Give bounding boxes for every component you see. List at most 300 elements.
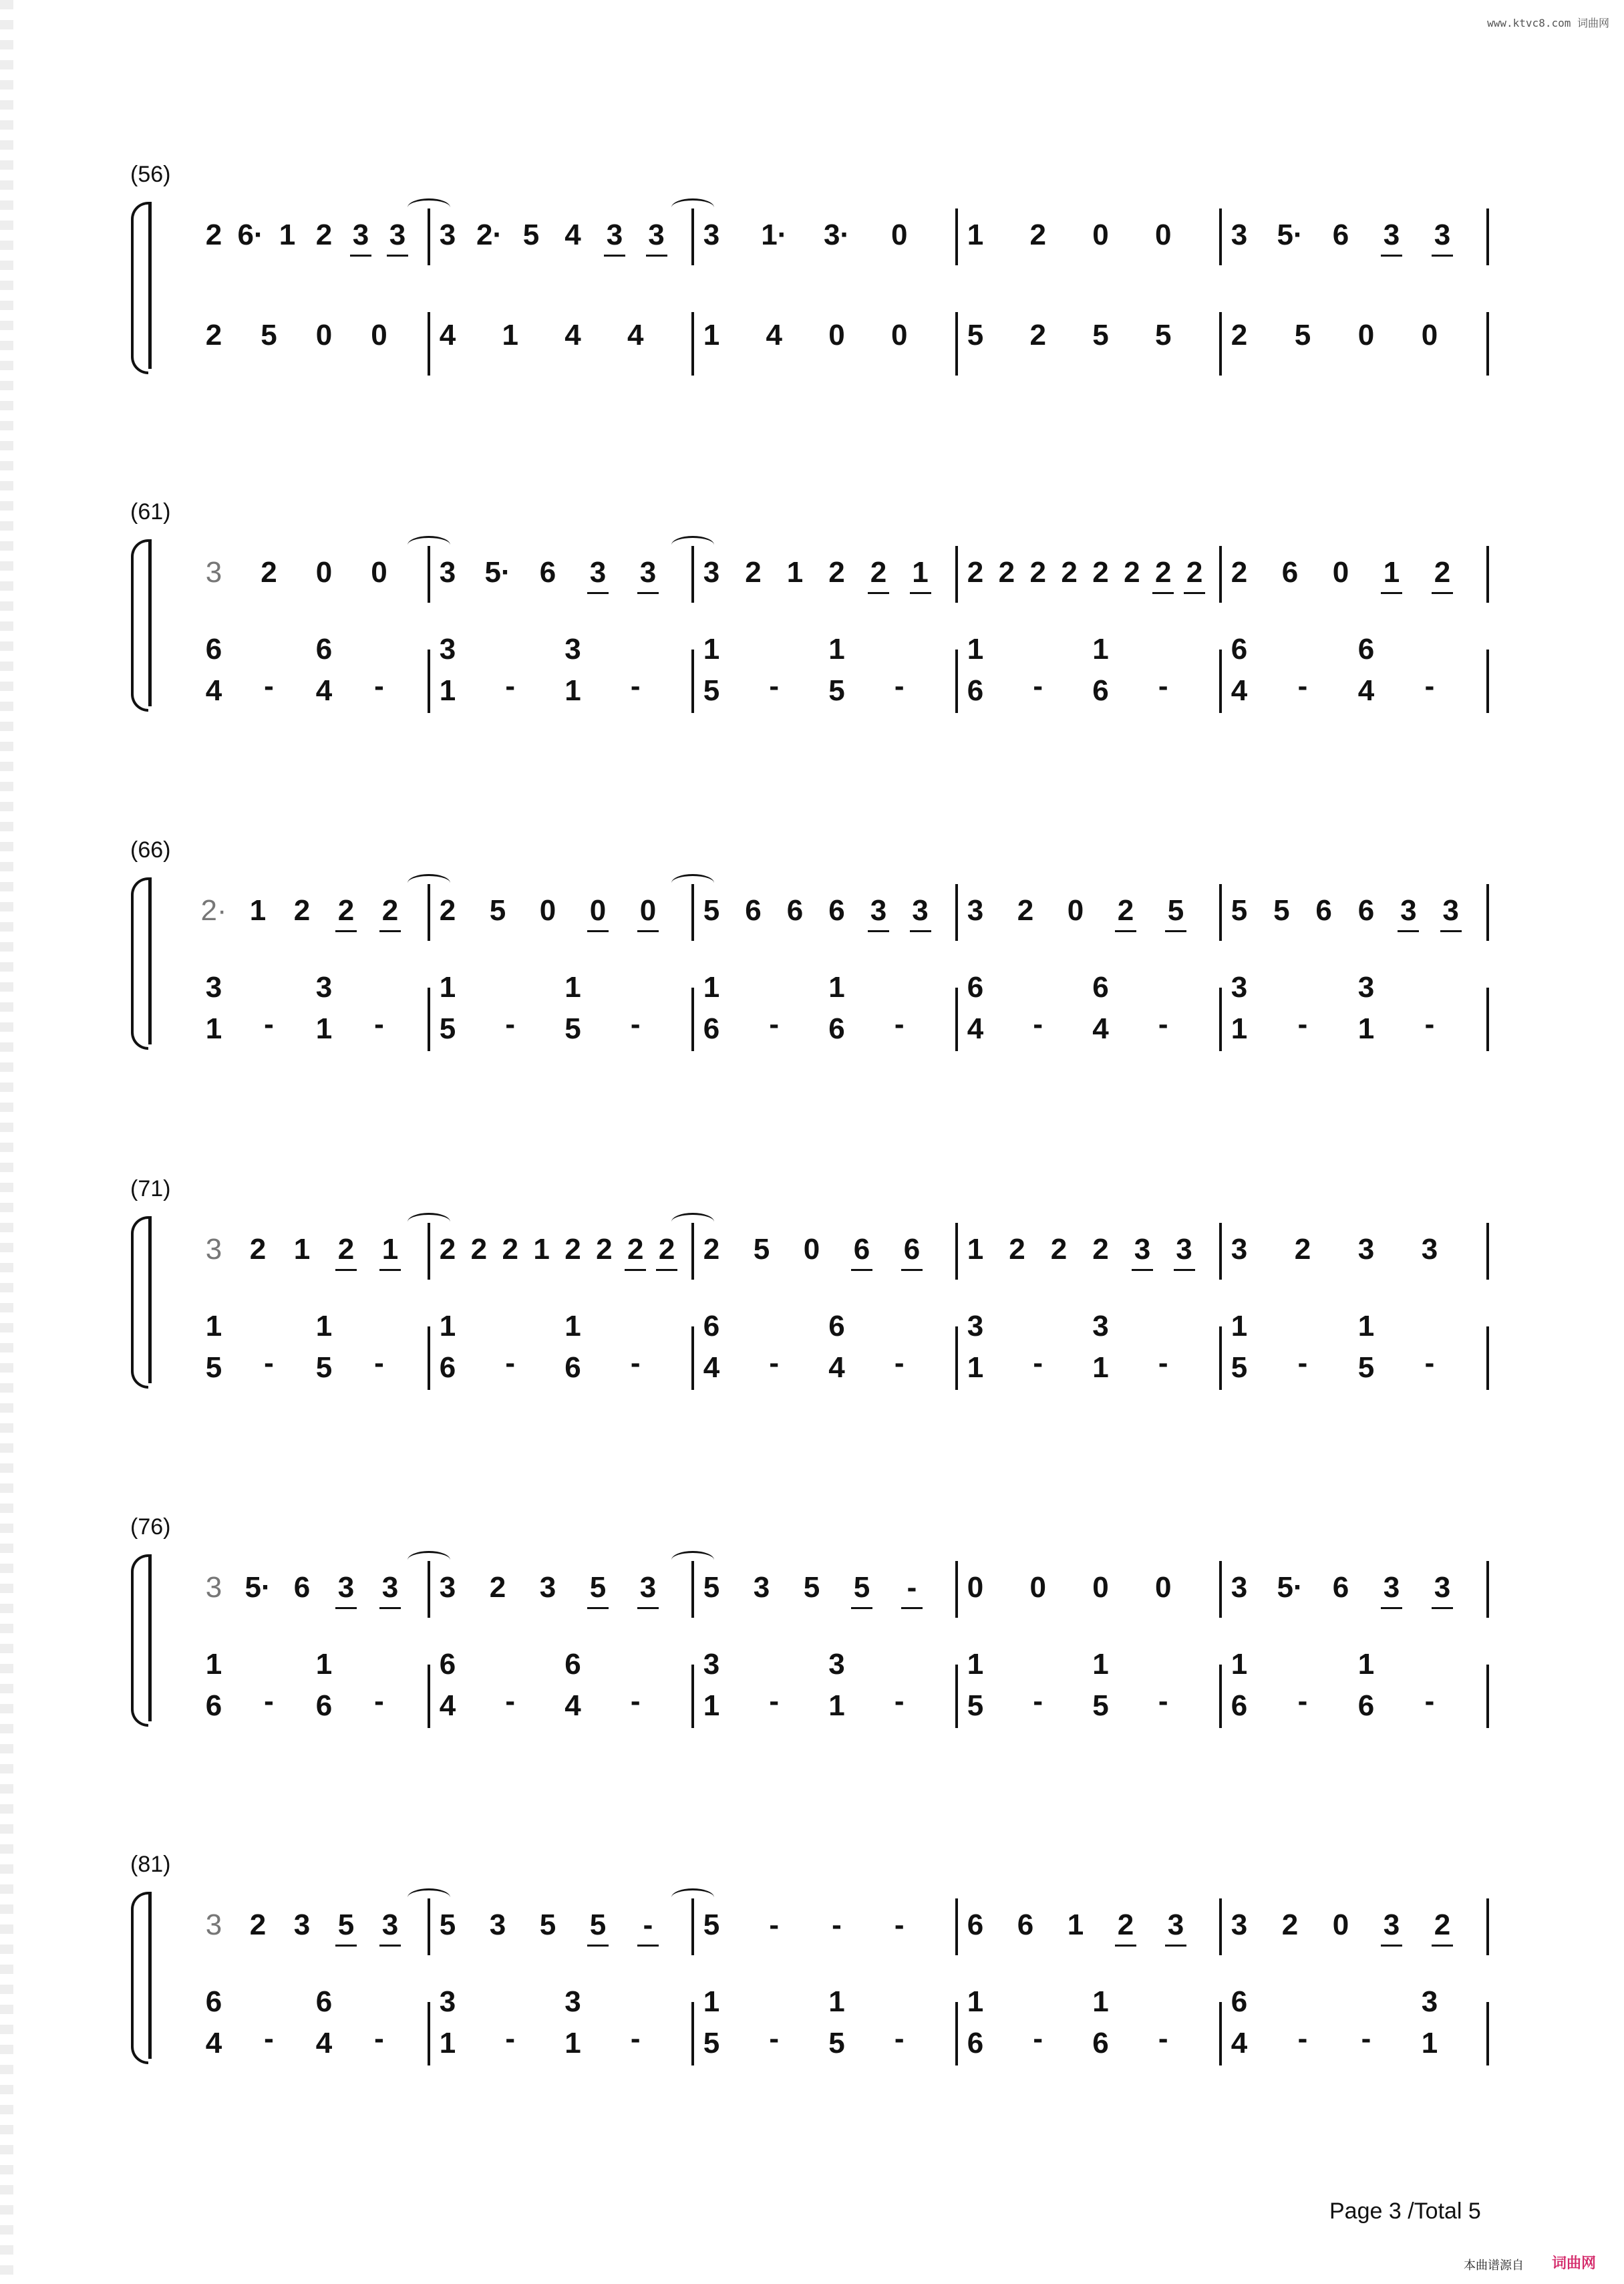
melody-note: 5 [1231, 894, 1248, 927]
melody-note: 2 [1092, 556, 1109, 589]
melody-note: 6 [1017, 1908, 1034, 1941]
melody-note: 5 [1162, 891, 1189, 931]
chord-note: 6 [205, 633, 222, 666]
melody-note: 6· [237, 219, 264, 251]
melody-note: 5 [585, 1905, 611, 1945]
melody-note: 3 [1231, 1233, 1248, 1266]
chord-note: 5 [1231, 1351, 1248, 1384]
melody-note: 3 [1129, 1230, 1156, 1270]
sustain-dash: - [374, 670, 384, 702]
measure-number: (76) [130, 1514, 171, 1540]
melody-note: 3 [293, 1908, 311, 1941]
chord-note: 1 [564, 1310, 581, 1342]
chord-note: 3 [315, 971, 333, 1004]
melody-note: 2 [596, 1233, 613, 1266]
bar-line [1219, 650, 1222, 713]
chord-note: 1 [1092, 1985, 1109, 2018]
chord-note: 4 [1092, 1012, 1109, 1045]
sustain-dash: - [1033, 1346, 1043, 1379]
system-start-line [148, 1216, 152, 1383]
chord-note: 1 [967, 1351, 984, 1384]
tie-arc [671, 1888, 714, 1906]
melody-note: 3 [205, 1908, 222, 1941]
melody-note: 3 [333, 1568, 359, 1608]
bar-line [691, 1665, 694, 1728]
chord-note: 1 [828, 633, 845, 666]
bar-line [691, 1223, 694, 1280]
chord-note: 6 [967, 674, 984, 707]
chord-note: 5 [205, 1351, 222, 1384]
bar-line [1219, 2002, 1222, 2065]
chord-note: 3 [703, 1648, 720, 1681]
sustain-dash: - [264, 1008, 274, 1040]
melody-note: 2 [249, 1908, 267, 1941]
chord-note: 6 [315, 1689, 333, 1722]
chord-note: 5 [1357, 1351, 1375, 1384]
chord-note: 3 [1421, 1985, 1438, 2018]
melody-note: 2 [1029, 219, 1046, 251]
bar-line [1219, 546, 1222, 603]
melody-note: 2 [865, 553, 892, 593]
melody-note: 3 [1421, 1233, 1438, 1266]
melody-note: 3 [1429, 215, 1456, 255]
sustain-dash: - [1033, 2022, 1043, 2055]
melody-note: 3 [377, 1568, 403, 1608]
system-brace [131, 1554, 148, 1727]
bar-line [691, 1326, 694, 1390]
tie-arc [671, 536, 714, 554]
chord-note: 1 [1231, 1310, 1248, 1342]
bar-line [691, 2002, 694, 2065]
melody-note: 3 [1429, 1568, 1456, 1608]
melody-note: 2 [333, 891, 359, 931]
melody-note: 6 [539, 556, 556, 589]
sustain-dash: - [264, 670, 274, 702]
measure-number: (56) [130, 162, 171, 187]
chord-note: 1 [703, 1689, 720, 1722]
melody-note: 2 [1112, 891, 1139, 931]
melody-note: 6 [786, 894, 804, 927]
melody-note: 3 [1395, 891, 1422, 931]
melody-note: 2 [653, 1230, 680, 1270]
bar-line [955, 650, 958, 713]
sustain-dash: - [1424, 1008, 1435, 1040]
bar-line [428, 312, 430, 376]
melody-note: 5 [522, 219, 540, 251]
melody-note: 0 [371, 556, 387, 589]
melody-note: 6 [1332, 1571, 1349, 1604]
bass-note: 2 [1029, 319, 1046, 351]
chord-note: 6 [1092, 2027, 1109, 2059]
chord-note: 6 [1357, 1689, 1375, 1722]
bar-line [1486, 1561, 1489, 1618]
sustain-dash: - [1424, 670, 1435, 702]
chord-note: 6 [1231, 633, 1248, 666]
chord-note: 4 [205, 2027, 222, 2059]
melody-note: 2 [439, 894, 456, 927]
melody-note: 5 [703, 894, 720, 927]
melody-note: 3 [1231, 1908, 1248, 1941]
melody-note: 3 [865, 891, 892, 931]
chord-note: 1 [1357, 1648, 1375, 1681]
melody-note: 3· [823, 219, 850, 251]
sustain-dash: - [1033, 670, 1043, 702]
melody-note: 2 [967, 556, 984, 589]
tie-arc [671, 1213, 714, 1231]
melody-note: 2 [489, 1571, 506, 1604]
melody-note: 2 [293, 894, 311, 927]
melody-note: 0 [967, 1571, 984, 1604]
melody-note: 4 [564, 219, 581, 251]
sustain-dash: - [505, 670, 516, 702]
melody-note: 5 [539, 1908, 556, 1941]
sustain-dash: - [374, 1346, 384, 1379]
melody-note: - [894, 1908, 905, 1941]
bar-line [955, 1665, 958, 1728]
measure-number: (71) [130, 1176, 171, 1201]
chord-note: 6 [315, 633, 333, 666]
chord-note: 3 [205, 971, 222, 1004]
bar-line [1219, 1898, 1222, 1955]
bar-line [955, 988, 958, 1051]
sustain-dash: - [1033, 1008, 1043, 1040]
melody-note: 1· [761, 219, 788, 251]
melody-note: 5 [333, 1905, 359, 1945]
chord-note: 5 [315, 1351, 333, 1384]
sustain-dash: - [505, 2022, 516, 2055]
bar-line [1486, 884, 1489, 941]
melody-note: 0 [539, 894, 556, 927]
melody-note: 2 [249, 1233, 267, 1266]
melody-note: 6 [1281, 556, 1299, 589]
bar-line [428, 1326, 430, 1390]
bass-note: 1 [703, 319, 720, 351]
melody-note: 3 [753, 1571, 770, 1604]
bass-note: 4 [564, 319, 581, 351]
sustain-dash: - [1158, 670, 1168, 702]
melody-note: 2 [377, 891, 403, 931]
chord-note: 6 [315, 1985, 333, 2018]
chord-note: 5 [564, 1012, 581, 1045]
system-brace [131, 877, 148, 1050]
bass-note: 5 [1294, 319, 1311, 351]
chord-note: 1 [1231, 1648, 1248, 1681]
melody-note: 2 [205, 219, 222, 251]
melody-note: 3 [703, 219, 720, 251]
bass-note: 1 [502, 319, 518, 351]
melody-note: 5 [703, 1908, 720, 1941]
measure-number: (81) [130, 1852, 171, 1877]
melody-note: 3 [585, 553, 611, 593]
melody-note: 3 [635, 553, 661, 593]
bar-line [955, 1898, 958, 1955]
chord-note: 6 [564, 1648, 581, 1681]
melody-note: 5 [753, 1233, 770, 1266]
sustain-dash: - [374, 2022, 384, 2055]
melody-note: 2 [703, 1233, 720, 1266]
chord-note: 1 [703, 633, 720, 666]
melody-note: 0 [1332, 1908, 1349, 1941]
melody-note: 3 [384, 215, 411, 255]
melody-note: 1 [279, 219, 296, 251]
bar-line [428, 546, 430, 603]
site-logo: 词曲网 [1551, 2255, 1596, 2271]
melody-note: 2 [998, 556, 1015, 589]
melody-note: 3 [439, 1571, 456, 1604]
melody-note: 3 [205, 556, 222, 589]
chord-note: 4 [1231, 2027, 1248, 2059]
sustain-dash: - [1158, 1685, 1168, 1717]
melody-note: 2 [1124, 556, 1140, 589]
bar-line [955, 2002, 958, 2065]
bar-line [1486, 650, 1489, 713]
bar-line [691, 312, 694, 376]
chord-note: 1 [1421, 2027, 1438, 2059]
system-start-line [148, 539, 152, 706]
melody-note: 2 [333, 1230, 359, 1270]
chord-note: 6 [1092, 971, 1109, 1004]
melody-note: 2 [315, 219, 333, 251]
bar-line [955, 1223, 958, 1280]
page-indicator: Page 3 /Total 5 [1329, 2198, 1481, 2224]
melody-note: 5 [703, 1571, 720, 1604]
melody-note: 0 [803, 1233, 820, 1266]
chord-note: 6 [1357, 633, 1375, 666]
melody-note: 3 [377, 1905, 403, 1945]
chord-note: 6 [439, 1351, 456, 1384]
chord-note: 1 [205, 1012, 222, 1045]
bass-note: 0 [891, 319, 908, 351]
bar-line [1219, 1326, 1222, 1390]
melody-note: 6 [1332, 219, 1349, 251]
bar-line [955, 1561, 958, 1618]
chord-note: 1 [828, 971, 845, 1004]
sustain-dash: - [1424, 1685, 1435, 1717]
chord-note: 6 [564, 1351, 581, 1384]
system-start-line [148, 1892, 152, 2059]
melody-note: 3 [439, 556, 456, 589]
melody-note: 1 [533, 1233, 550, 1266]
chord-note: 6 [967, 2027, 984, 2059]
melody-note: 3 [1438, 891, 1464, 931]
chord-note: 5 [828, 2027, 845, 2059]
system-start-line [148, 877, 152, 1044]
bar-line [428, 884, 430, 941]
melody-note: 0 [1092, 219, 1109, 251]
melody-note: 0 [1332, 556, 1349, 589]
melody-note: 5 [585, 1568, 611, 1608]
melody-note: 3 [967, 894, 984, 927]
chord-note: 5 [828, 674, 845, 707]
melody-note: 1 [967, 219, 984, 251]
tie-arc [408, 1213, 450, 1231]
melody-note: - [832, 1908, 842, 1941]
melody-note: 3 [347, 215, 374, 255]
system-start-line [148, 1554, 152, 1721]
sustain-dash: - [1297, 1346, 1308, 1379]
bar-line [691, 1898, 694, 1955]
system-brace [131, 1216, 148, 1389]
melody-note: 2 [1017, 894, 1034, 927]
chord-note: 6 [828, 1012, 845, 1045]
bar-line [428, 2002, 430, 2065]
chord-note: 6 [439, 1648, 456, 1681]
chord-note: 4 [439, 1689, 456, 1722]
bass-note: 2 [1231, 319, 1248, 351]
chord-note: 4 [1231, 674, 1248, 707]
chord-note: 5 [967, 1689, 984, 1722]
melody-note: 3 [1357, 1233, 1375, 1266]
bass-note: 5 [967, 319, 984, 351]
sustain-dash: - [630, 1346, 641, 1379]
chord-note: 4 [703, 1351, 720, 1384]
tie-arc [408, 874, 450, 892]
bass-note: 5 [1155, 319, 1172, 351]
chord-note: 5 [703, 2027, 720, 2059]
melody-note: 6 [899, 1230, 925, 1270]
melody-note: 5· [484, 556, 511, 589]
melody-note: 1 [1067, 1908, 1084, 1941]
melody-note: 2 [1112, 1905, 1139, 1945]
bar-line [1486, 1898, 1489, 1955]
chord-note: 6 [828, 1310, 845, 1342]
bar-line [955, 884, 958, 941]
chord-note: 1 [703, 971, 720, 1004]
bar-line [1219, 1223, 1222, 1280]
melody-note: 1 [377, 1230, 403, 1270]
tie-arc [408, 536, 450, 554]
melody-note: 5· [1277, 1571, 1303, 1604]
sustain-dash: - [505, 1346, 516, 1379]
bass-note: 4 [627, 319, 644, 351]
melody-note: 1 [1378, 553, 1405, 593]
bar-line [691, 1561, 694, 1618]
melody-note: 1 [293, 1233, 311, 1266]
chord-note: 4 [967, 1012, 984, 1045]
melody-note: 1 [249, 894, 267, 927]
chord-note: 1 [205, 1648, 222, 1681]
bass-note: 0 [371, 319, 387, 351]
chord-note: 1 [1357, 1310, 1375, 1342]
melody-note: 2 [1009, 1233, 1025, 1266]
melody-note: 6 [1315, 894, 1332, 927]
chord-note: 1 [828, 1985, 845, 2018]
tie-arc [671, 874, 714, 892]
sustain-dash: - [769, 1346, 780, 1379]
bar-line [955, 1326, 958, 1390]
melody-note: 0 [1155, 1571, 1172, 1604]
chord-note: 6 [703, 1012, 720, 1045]
chord-note: 4 [564, 1689, 581, 1722]
melody-note: 3 [205, 1233, 222, 1266]
chord-note: 1 [967, 633, 984, 666]
melody-note: 3 [643, 215, 670, 255]
melody-note: 2 [261, 556, 277, 589]
melody-note: 3 [907, 891, 934, 931]
melody-note: 5· [1277, 219, 1303, 251]
chord-note: 5 [439, 1012, 456, 1045]
melody-note: 3 [1171, 1230, 1198, 1270]
melody-note: 0 [1029, 1571, 1046, 1604]
chord-note: 4 [828, 1351, 845, 1384]
melody-note: 3 [489, 1908, 506, 1941]
chord-note: 1 [439, 674, 456, 707]
melody-note: 3 [1231, 1571, 1248, 1604]
tie-arc [408, 1888, 450, 1906]
chord-note: 5 [1092, 1689, 1109, 1722]
bar-line [1486, 1326, 1489, 1390]
sustain-dash: - [264, 1346, 274, 1379]
chord-note: 3 [439, 1985, 456, 2018]
melody-note: 6 [745, 894, 762, 927]
bar-line [428, 1898, 430, 1955]
melody-note: 2 [564, 1233, 581, 1266]
melody-note: 2 [1429, 553, 1456, 593]
melody-note: - [899, 1568, 925, 1608]
melody-note: 5 [1273, 894, 1290, 927]
melody-note: 6 [967, 1908, 984, 1941]
melody-note: 3 [439, 219, 456, 251]
melody-note: 2 [1061, 556, 1078, 589]
melody-note: 2 [1281, 1908, 1299, 1941]
sustain-dash: - [374, 1008, 384, 1040]
chord-note: 6 [1231, 1985, 1248, 2018]
melody-note: 6 [1357, 894, 1375, 927]
bar-line [1486, 1223, 1489, 1280]
sustain-dash: - [894, 2022, 905, 2055]
bass-note: 5 [261, 319, 277, 351]
chord-note: 1 [439, 2027, 456, 2059]
melody-note: 2 [828, 556, 845, 589]
bar-line [691, 546, 694, 603]
bass-note: 5 [1092, 319, 1109, 351]
bass-note: 0 [1357, 319, 1375, 351]
chord-note: 1 [315, 1310, 333, 1342]
melody-note: 0 [891, 219, 908, 251]
melody-note: 3 [601, 215, 628, 255]
sustain-dash: - [1297, 1685, 1308, 1717]
bar-line [428, 988, 430, 1051]
chord-note: 3 [564, 1985, 581, 2018]
chord-note: 1 [967, 1985, 984, 2018]
bass-note: 4 [766, 319, 782, 351]
bar-line [1219, 988, 1222, 1051]
melody-note: 3 [635, 1568, 661, 1608]
chord-note: 1 [967, 1648, 984, 1681]
bar-line [1486, 2002, 1489, 2065]
chord-note: 1 [564, 674, 581, 707]
measure-number: (61) [130, 499, 171, 525]
sustain-dash: - [1158, 1008, 1168, 1040]
chord-note: 3 [1357, 971, 1375, 1004]
melody-note: 2 [745, 556, 762, 589]
sustain-dash: - [894, 1685, 905, 1717]
chord-note: 1 [1092, 1648, 1109, 1681]
chord-note: 3 [564, 633, 581, 666]
melody-note: 5· [245, 1571, 271, 1604]
melody-note: 0 [1067, 894, 1084, 927]
melody-note: 3 [1378, 1568, 1405, 1608]
chord-note: 4 [315, 674, 333, 707]
chord-note: 3 [1231, 971, 1248, 1004]
melody-note: 2 [1029, 556, 1046, 589]
chord-note: 1 [205, 1310, 222, 1342]
melody-note: 1 [786, 556, 804, 589]
sustain-dash: - [894, 670, 905, 702]
melody-note: 6 [848, 1230, 875, 1270]
melody-note: 0 [635, 891, 661, 931]
bar-line [428, 1561, 430, 1618]
